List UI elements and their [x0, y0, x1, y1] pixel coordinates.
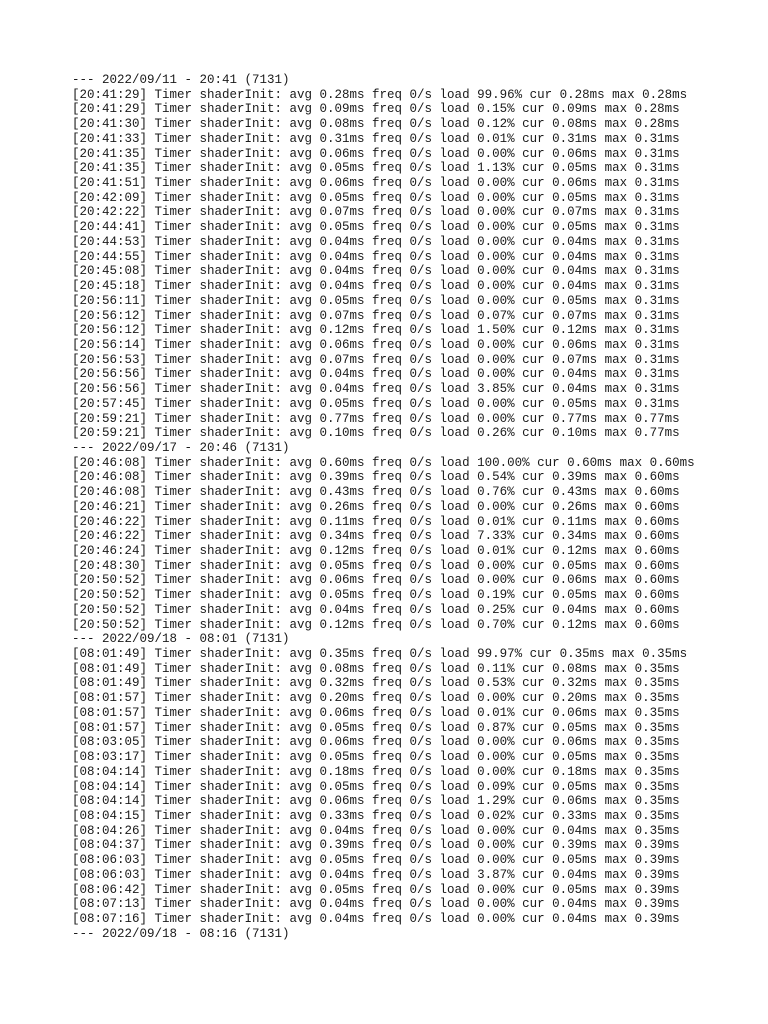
session-header: --- 2022/09/18 - 08:01 (7131): [72, 632, 290, 647]
log-line: [08:04:15] Timer shaderInit: avg 0.33ms freq 0/s load 0.02% cur 0.33ms max 0.35ms: [72, 808, 680, 823]
log-line: [20:56:56] Timer shaderInit: avg 0.04ms freq 0/s load 0.00% cur 0.04ms max 0.31ms: [72, 367, 680, 382]
log-line: [20:50:52] Timer shaderInit: avg 0.04ms freq 0/s load 0.25% cur 0.04ms max 0.60ms: [72, 602, 680, 617]
log-line: [20:56:12] Timer shaderInit: avg 0.07ms freq 0/s load 0.07% cur 0.07ms max 0.31ms: [72, 308, 680, 323]
log-line: [20:41:29] Timer shaderInit: avg 0.28ms freq 0/s load 99.96% cur 0.28ms max 0.28ms: [72, 87, 688, 102]
log-line: [08:04:14] Timer shaderInit: avg 0.05ms freq 0/s load 0.09% cur 0.05ms max 0.35ms: [72, 779, 680, 794]
log-line: [08:03:17] Timer shaderInit: avg 0.05ms freq 0/s load 0.00% cur 0.05ms max 0.35ms: [72, 750, 680, 765]
log-line: [08:07:16] Timer shaderInit: avg 0.04ms freq 0/s load 0.00% cur 0.04ms max 0.39ms: [72, 911, 680, 926]
session-header: --- 2022/09/11 - 20:41 (7131): [72, 73, 290, 87]
log-line: [20:56:12] Timer shaderInit: avg 0.12ms freq 0/s load 1.50% cur 0.12ms max 0.31ms: [72, 323, 680, 338]
log-line: [08:04:14] Timer shaderInit: avg 0.18ms freq 0/s load 0.00% cur 0.18ms max 0.35ms: [72, 764, 680, 779]
log-line: [08:04:26] Timer shaderInit: avg 0.04ms freq 0/s load 0.00% cur 0.04ms max 0.35ms: [72, 823, 680, 838]
log-line: [08:07:13] Timer shaderInit: avg 0.04ms freq 0/s load 0.00% cur 0.04ms max 0.39ms: [72, 897, 680, 912]
log-line: [08:01:49] Timer shaderInit: avg 0.35ms freq 0/s load 99.97% cur 0.35ms max 0.35ms: [72, 647, 688, 662]
log-line: [20:41:33] Timer shaderInit: avg 0.31ms freq 0/s load 0.01% cur 0.31ms max 0.31ms: [72, 131, 680, 146]
log-line: [20:50:52] Timer shaderInit: avg 0.05ms freq 0/s load 0.19% cur 0.05ms max 0.60ms: [72, 588, 680, 603]
log-line: [20:44:53] Timer shaderInit: avg 0.04ms freq 0/s load 0.00% cur 0.04ms max 0.31ms: [72, 234, 680, 249]
log-line: [20:41:30] Timer shaderInit: avg 0.08ms freq 0/s load 0.12% cur 0.08ms max 0.28ms: [72, 117, 680, 132]
log-line: [08:01:57] Timer shaderInit: avg 0.20ms freq 0/s load 0.00% cur 0.20ms max 0.35ms: [72, 691, 680, 706]
log-line: [20:46:22] Timer shaderInit: avg 0.34ms freq 0/s load 7.33% cur 0.34ms max 0.60ms: [72, 529, 680, 544]
log-line: [20:45:08] Timer shaderInit: avg 0.04ms freq 0/s load 0.00% cur 0.04ms max 0.31ms: [72, 264, 680, 279]
session-header: --- 2022/09/17 - 20:46 (7131): [72, 440, 290, 455]
log-line: [20:56:14] Timer shaderInit: avg 0.06ms freq 0/s load 0.00% cur 0.06ms max 0.31ms: [72, 337, 680, 352]
log-line: [20:56:56] Timer shaderInit: avg 0.04ms freq 0/s load 3.85% cur 0.04ms max 0.31ms: [72, 382, 680, 397]
log-line: [20:42:09] Timer shaderInit: avg 0.05ms freq 0/s load 0.00% cur 0.05ms max 0.31ms: [72, 190, 680, 205]
log-line: [20:41:51] Timer shaderInit: avg 0.06ms freq 0/s load 0.00% cur 0.06ms max 0.31ms: [72, 176, 680, 191]
log-line: [08:01:57] Timer shaderInit: avg 0.06ms freq 0/s load 0.01% cur 0.06ms max 0.35ms: [72, 705, 680, 720]
log-line: [08:06:42] Timer shaderInit: avg 0.05ms freq 0/s load 0.00% cur 0.05ms max 0.39ms: [72, 882, 680, 897]
log-line: [20:59:21] Timer shaderInit: avg 0.10ms freq 0/s load 0.26% cur 0.10ms max 0.77ms: [72, 426, 680, 441]
log-line: [20:46:08] Timer shaderInit: avg 0.43ms freq 0/s load 0.76% cur 0.43ms max 0.60ms: [72, 485, 680, 500]
log-line: [08:03:05] Timer shaderInit: avg 0.06ms freq 0/s load 0.00% cur 0.06ms max 0.35ms: [72, 735, 680, 750]
log-line: [20:50:52] Timer shaderInit: avg 0.12ms freq 0/s load 0.70% cur 0.12ms max 0.60ms: [72, 617, 680, 632]
log-line: [08:01:57] Timer shaderInit: avg 0.05ms freq 0/s load 0.87% cur 0.05ms max 0.35ms: [72, 720, 680, 735]
log-line: [08:04:37] Timer shaderInit: avg 0.39ms freq 0/s load 0.00% cur 0.39ms max 0.39ms: [72, 838, 680, 853]
log-line: [08:01:49] Timer shaderInit: avg 0.32ms freq 0/s load 0.53% cur 0.32ms max 0.35ms: [72, 676, 680, 691]
log-line: [20:46:21] Timer shaderInit: avg 0.26ms freq 0/s load 0.00% cur 0.26ms max 0.60ms: [72, 499, 680, 514]
log-line: [20:41:29] Timer shaderInit: avg 0.09ms freq 0/s load 0.15% cur 0.09ms max 0.28ms: [72, 102, 680, 117]
log-line: [20:41:35] Timer shaderInit: avg 0.06ms freq 0/s load 0.00% cur 0.06ms max 0.31ms: [72, 146, 680, 161]
log-line: [20:48:30] Timer shaderInit: avg 0.05ms freq 0/s load 0.00% cur 0.05ms max 0.60ms: [72, 558, 680, 573]
log-line: [20:56:11] Timer shaderInit: avg 0.05ms freq 0/s load 0.00% cur 0.05ms max 0.31ms: [72, 293, 680, 308]
log-line: [20:46:08] Timer shaderInit: avg 0.39ms freq 0/s load 0.54% cur 0.39ms max 0.60ms: [72, 470, 680, 485]
log-text: [72, 73, 695, 941]
log-line: [20:57:45] Timer shaderInit: avg 0.05ms freq 0/s load 0.00% cur 0.05ms max 0.31ms: [72, 396, 680, 411]
log-line: [08:06:03] Timer shaderInit: avg 0.05ms freq 0/s load 0.00% cur 0.05ms max 0.39ms: [72, 853, 680, 868]
log-line: [20:46:24] Timer shaderInit: avg 0.12ms freq 0/s load 0.01% cur 0.12ms max 0.60ms: [72, 544, 680, 558]
log-line: [20:59:21] Timer shaderInit: avg 0.77ms freq 0/s load 0.00% cur 0.77ms max 0.77ms: [72, 411, 680, 426]
session-header: --- 2022/09/18 - 08:16 (7131): [72, 926, 290, 941]
log-line: [20:42:22] Timer shaderInit: avg 0.07ms freq 0/s load 0.00% cur 0.07ms max 0.31ms: [72, 205, 680, 220]
log-line: [08:01:49] Timer shaderInit: avg 0.08ms freq 0/s load 0.11% cur 0.08ms max 0.35ms: [72, 661, 680, 676]
log-line: [20:44:41] Timer shaderInit: avg 0.05ms freq 0/s load 0.00% cur 0.05ms max 0.31ms: [72, 220, 680, 235]
log-line: [20:56:53] Timer shaderInit: avg 0.07ms freq 0/s load 0.00% cur 0.07ms max 0.31ms: [72, 352, 680, 367]
log-line: [08:04:14] Timer shaderInit: avg 0.06ms freq 0/s load 1.29% cur 0.06ms max 0.35ms: [72, 794, 680, 809]
log-line: [20:44:55] Timer shaderInit: avg 0.04ms freq 0/s load 0.00% cur 0.04ms max 0.31ms: [72, 249, 680, 264]
log-line: [20:46:22] Timer shaderInit: avg 0.11ms freq 0/s load 0.01% cur 0.11ms max 0.60ms: [72, 514, 680, 529]
log-line: [08:06:03] Timer shaderInit: avg 0.04ms freq 0/s load 3.87% cur 0.04ms max 0.39ms: [72, 867, 680, 882]
log-line: [20:50:52] Timer shaderInit: avg 0.06ms freq 0/s load 0.00% cur 0.06ms max 0.60ms: [72, 573, 680, 588]
log-line: [20:46:08] Timer shaderInit: avg 0.60ms freq 0/s load 100.00% cur 0.60ms max 0.60ms: [72, 455, 695, 470]
log-line: [20:45:18] Timer shaderInit: avg 0.04ms freq 0/s load 0.00% cur 0.04ms max 0.31ms: [72, 279, 680, 294]
log-line: [20:41:35] Timer shaderInit: avg 0.05ms freq 0/s load 1.13% cur 0.05ms max 0.31ms: [72, 161, 680, 176]
